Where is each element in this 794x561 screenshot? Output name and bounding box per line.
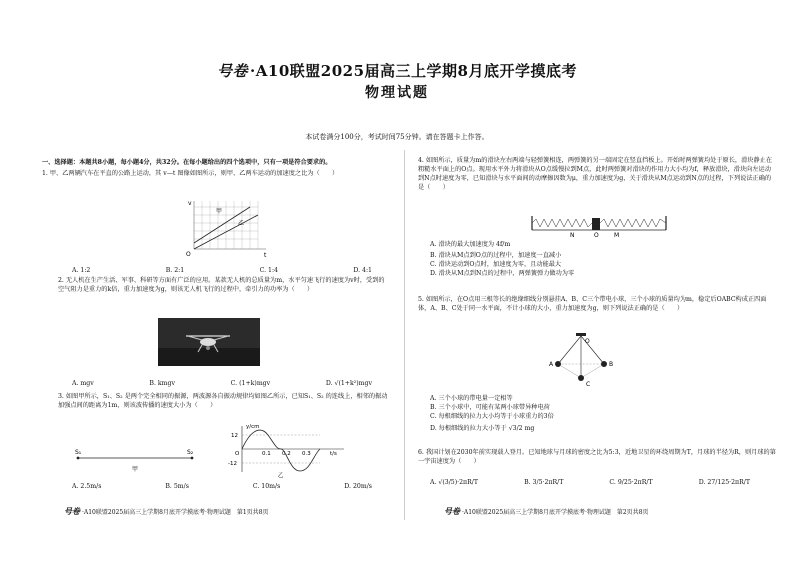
q1-stem: 1. 甲、乙两辆汽车在平直的公路上运动，其 v—t 图像如图所示，则甲、乙两车运动的加速度之比为（ ） xyxy=(42,170,339,177)
q2-option-b[interactable]: B. kmgv xyxy=(149,380,175,387)
q1-option-c[interactable]: C. 1:4 xyxy=(259,267,278,274)
q1-origin: O xyxy=(186,251,191,258)
q2-stem: 2. 无人机在生产生活、军事、科研等方面有广泛的应用。某款无人机的总质量为m，水平匀速飞行的速度为v时，受到的空气阻力是重力的k倍，重力加速度为g，则该无人机飞行的过程中，牵引力的功率为（ ） xyxy=(58,277,385,293)
q3-origin: O xyxy=(235,451,240,457)
q4-stem: 4. 如图所示，质量为m的滑块左右两端与轻弹簧相连，两弹簧的另一端固定在竖直挡板上。开始时两弹簧均处于原长，滑块静止在粗糙水平面上的O点。现用水平外力将滑块从O点缓慢拉到M点，此时两弹簧对滑块的作用力大小均为f，释放滑块，滑块向左运动到N点时速度为零，已知滑块与水平面间的动摩擦因数为μ，重力加速度为g，关于滑块从M点运动到N点的过程，下列说法正确的是（ ） xyxy=(418,157,773,191)
q1-t-label: t xyxy=(264,252,267,259)
q4-options xyxy=(430,240,770,278)
q5-label-o: O xyxy=(585,338,590,345)
paper-title: 号卷 ·A10联盟2025届高三上学期8月底开学摸底考 xyxy=(217,62,577,80)
q3-s1-label: S₁ xyxy=(75,449,82,456)
q6-option-c[interactable]: C. 9/25·2πR/T xyxy=(609,479,653,486)
q5-label-a: A xyxy=(549,361,554,368)
q1-options xyxy=(72,266,372,275)
q3-fig1-caption: 甲 xyxy=(132,466,139,473)
paper-subtitle: 物理试题 xyxy=(365,85,429,101)
left-column xyxy=(42,158,392,178)
q4-option-c[interactable]: C. 滑块运动到O点时，加速度为零，且动能最大 xyxy=(430,261,562,268)
q4-option-b[interactable]: B. 滑块从M点到O点的过程中，加速度一直减小 xyxy=(430,252,562,259)
q4-option-a[interactable]: A. 滑块的最大加速度为 4f/m xyxy=(430,241,511,248)
q3-s2-label: S₂ xyxy=(187,449,194,456)
q6-option-a[interactable]: A. √(3/5)·2πR/T xyxy=(430,479,478,486)
q3-tick-1: 0.1 xyxy=(262,451,271,457)
q2-option-d[interactable]: D. √(1+k²)mgv xyxy=(325,380,372,387)
exam-note: 本试卷满分100分，考试时间75分钟。请在答题卡上作答。 xyxy=(305,133,489,141)
q3-option-b[interactable]: B. 5m/s xyxy=(165,483,189,490)
q3-y-top: 12 xyxy=(231,433,238,439)
q1-vt-graph xyxy=(180,193,270,259)
q3-figure-jia xyxy=(70,444,200,474)
q3-option-a[interactable]: A. 2.5m/s xyxy=(72,483,102,490)
q3-stem: 3. 如图甲所示，S₁、S₂ 是两个完全相同的振源，两波源各自振动规律均如图乙所示，已知S₁、S₂ 的连线上，相邻的振动加强点间的距离为1m，则该波传播的速度大小为（ ） xyxy=(58,393,388,409)
column-divider xyxy=(404,150,405,520)
q1-option-b[interactable]: B. 2:1 xyxy=(165,267,185,274)
q5-label-c: C xyxy=(586,381,591,388)
q1-jia-label: 甲 xyxy=(216,208,223,215)
q3-tick-3: 0.3 xyxy=(302,451,311,457)
q4-label-n: N xyxy=(570,232,575,238)
q5-option-b[interactable]: B. 三个小球中，可能有某两小球带异种电荷 xyxy=(430,404,550,411)
q5-label-b: B xyxy=(609,361,614,368)
q3-option-c[interactable]: C. 10m/s xyxy=(252,483,281,490)
q3-y-bottom: -12 xyxy=(228,461,237,467)
q6-option-d[interactable]: D. 27/125·2πR/T xyxy=(698,479,750,486)
q6-option-b[interactable]: B. 3/5·2πR/T xyxy=(524,479,564,486)
q1-option-a[interactable]: A. 1:2 xyxy=(72,267,91,274)
q4-option-d[interactable]: D. 滑块从M点到N点的过程中，两弹簧弹力做功为零 xyxy=(430,270,575,277)
q3-options xyxy=(72,482,372,491)
q4-spring-figure xyxy=(528,214,670,238)
q1-option-d[interactable]: D. 4:1 xyxy=(353,267,372,274)
q1-v-label: v xyxy=(188,200,192,207)
q4-label-m: M xyxy=(614,232,620,238)
q3-option-d[interactable]: D. 20m/s xyxy=(344,483,372,490)
q5-option-d[interactable]: D. 每根细线的拉力大小等于 √3/2 mg xyxy=(430,425,535,432)
left-footer: 号卷 ·A10联盟2025届高三上学期8月底开学摸底考·物理试题 第1页共8页 xyxy=(64,506,269,516)
q5-tetrahedron-figure xyxy=(544,332,618,392)
q3-tick-2: 0.2 xyxy=(282,451,291,457)
q5-stem: 5. 如图所示，在O点用三根等长的绝缘细线分别悬挂A、B、C三个带电小球，三个小球的质量均为m，稳定后OABC构成正四面体，A、B、C处于同一水平面，不计小球的大小，重力加速度为g，则下列说法正确的是（ ） xyxy=(418,296,767,312)
q3-fig2-caption: 乙 xyxy=(278,473,284,478)
q1-yi-label: 乙 xyxy=(238,220,245,227)
paper-logo: 号卷 xyxy=(217,62,249,80)
q3-figure-yi xyxy=(222,422,350,478)
q4-label-o: O xyxy=(594,232,599,238)
q5-option-c[interactable]: C. 每根细线的拉力大小均等于小球重力的3倍 xyxy=(430,413,554,420)
right-footer: 号卷 ·A10联盟2025届高三上学期8月底开学摸底考·物理试题 第2页共8页 xyxy=(444,506,649,516)
q6-options xyxy=(430,478,750,487)
q2-options xyxy=(72,379,372,388)
q6-stem: 6. 我国计划在2030年前实现载人登月。已知地球与月球的密度之比为5:3，近地卫星的环绕周期为T，月球的半径为R，则月球的第一宇宙速度为（ ） xyxy=(418,449,776,465)
q3-ylabel: y/cm xyxy=(246,424,260,430)
q5-option-a[interactable]: A. 三个小球的带电量一定相等 xyxy=(430,395,513,402)
q2-option-a[interactable]: A. mgv xyxy=(72,380,94,387)
q2-drone-image xyxy=(158,318,260,366)
q5-options xyxy=(430,394,770,433)
q2-option-c[interactable]: C. (1+k)mgv xyxy=(230,380,271,387)
q3-xlabel: t/s xyxy=(330,451,337,457)
section-heading: 一、选择题：本题共8小题，每小题4分，共32分。在每小题给出的四个选项中，只有一项是符合要求的。 xyxy=(42,159,332,166)
